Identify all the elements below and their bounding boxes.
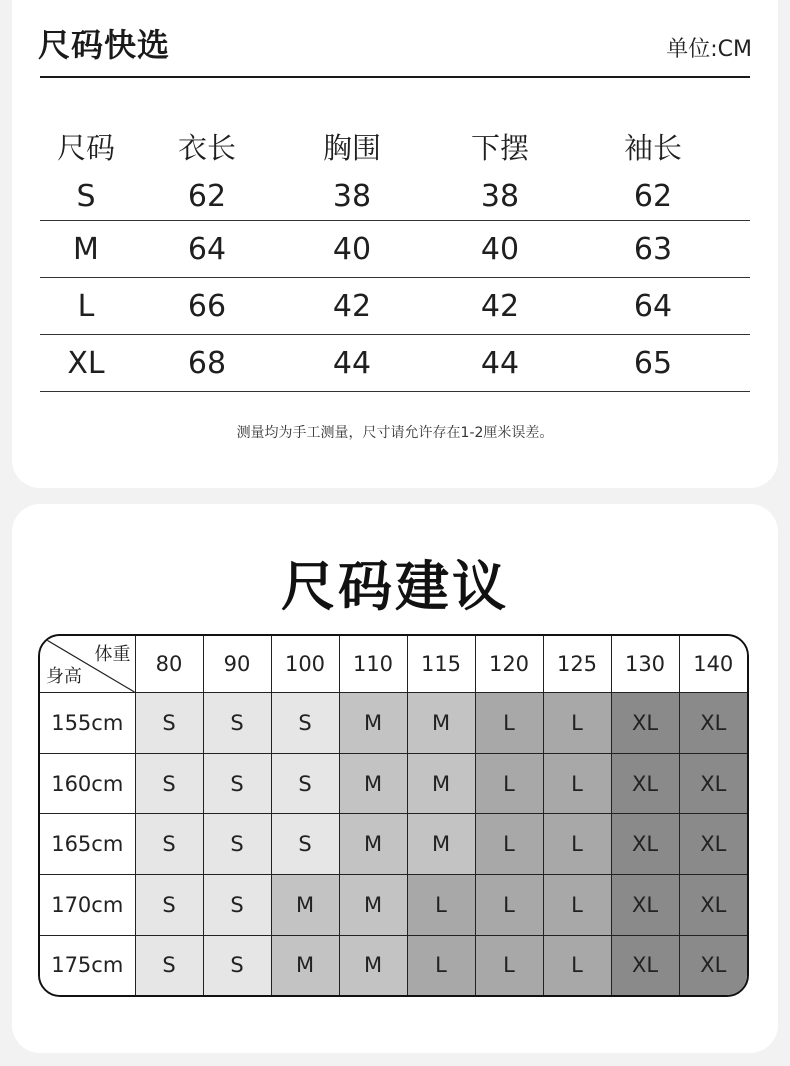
weight-column-header: 110 bbox=[339, 636, 407, 693]
size-cell: L bbox=[543, 875, 611, 936]
size-cell: S bbox=[203, 935, 271, 995]
title-divider bbox=[40, 76, 750, 78]
size-cell: L bbox=[543, 814, 611, 875]
size-cell: S bbox=[271, 693, 339, 754]
table-cell: 63 bbox=[633, 231, 673, 267]
size-cell: L bbox=[407, 875, 475, 936]
table-row bbox=[40, 172, 750, 220]
size-quick-card bbox=[12, 0, 778, 488]
table-row bbox=[40, 935, 747, 995]
size-cell: L bbox=[475, 693, 543, 754]
table-cell: 44 bbox=[332, 345, 372, 381]
size-cell: XL bbox=[611, 935, 679, 995]
size-cell: XL bbox=[611, 814, 679, 875]
table-cell: 64 bbox=[633, 288, 673, 324]
recommend-table bbox=[40, 636, 747, 995]
weight-column-header: 100 bbox=[271, 636, 339, 693]
size-cell: XL bbox=[679, 753, 747, 814]
weight-column-header: 125 bbox=[543, 636, 611, 693]
table-cell: 42 bbox=[480, 288, 520, 324]
size-recommend-card bbox=[12, 504, 778, 1053]
size-cell: L bbox=[475, 875, 543, 936]
table-cell: 38 bbox=[480, 178, 520, 214]
size-cell: L bbox=[543, 753, 611, 814]
size-cell: L bbox=[475, 935, 543, 995]
size-cell: M bbox=[271, 875, 339, 936]
size-cell: S bbox=[203, 875, 271, 936]
table-row bbox=[40, 277, 750, 334]
height-row-header: 155cm bbox=[40, 693, 135, 754]
size-cell: L bbox=[543, 935, 611, 995]
size-cell: S bbox=[135, 935, 203, 995]
weight-column-header: 115 bbox=[407, 636, 475, 693]
table-cell: M bbox=[73, 231, 99, 267]
table-cell: 68 bbox=[187, 345, 227, 381]
size-cell: L bbox=[407, 935, 475, 995]
size-cell: M bbox=[339, 693, 407, 754]
size-measure-table bbox=[40, 120, 750, 392]
size-cell: S bbox=[135, 693, 203, 754]
size-cell: XL bbox=[611, 875, 679, 936]
table-cell: 65 bbox=[633, 345, 673, 381]
size-cell: XL bbox=[611, 693, 679, 754]
table-cell: 62 bbox=[633, 178, 673, 214]
table-row bbox=[40, 220, 750, 277]
table-cell: 42 bbox=[332, 288, 372, 324]
size-quick-title: 尺码快选 bbox=[38, 26, 171, 64]
size-cell: XL bbox=[611, 753, 679, 814]
column-header: 袖长 bbox=[623, 130, 682, 165]
table-cell: L bbox=[77, 288, 95, 324]
table-cell: 44 bbox=[480, 345, 520, 381]
height-axis-label: 身高 bbox=[46, 666, 82, 687]
size-cell: M bbox=[407, 693, 475, 754]
size-cell: S bbox=[203, 753, 271, 814]
size-cell: XL bbox=[679, 935, 747, 995]
size-cell: XL bbox=[679, 875, 747, 936]
unit-label: 单位:CM bbox=[666, 37, 752, 62]
column-header: 尺码 bbox=[56, 130, 115, 165]
size-cell: S bbox=[135, 814, 203, 875]
corner-header-cell bbox=[40, 636, 135, 693]
size-cell: XL bbox=[679, 814, 747, 875]
weight-column-header: 140 bbox=[679, 636, 747, 693]
size-cell: L bbox=[475, 753, 543, 814]
table-cell: 66 bbox=[187, 288, 227, 324]
table-cell: S bbox=[76, 178, 96, 214]
weight-column-header: 90 bbox=[203, 636, 271, 693]
table-row bbox=[40, 334, 750, 392]
size-cell: S bbox=[271, 814, 339, 875]
height-row-header: 165cm bbox=[40, 814, 135, 875]
height-row-header: 175cm bbox=[40, 935, 135, 995]
height-row-header: 160cm bbox=[40, 753, 135, 814]
height-row-header: 170cm bbox=[40, 875, 135, 936]
weight-column-header: 130 bbox=[611, 636, 679, 693]
weight-header-row bbox=[40, 636, 747, 693]
table-cell: 62 bbox=[187, 178, 227, 214]
size-cell: L bbox=[475, 814, 543, 875]
table-row bbox=[40, 814, 747, 875]
size-cell: S bbox=[271, 753, 339, 814]
size-cell: S bbox=[135, 753, 203, 814]
column-header: 下摆 bbox=[470, 130, 529, 165]
size-cell: M bbox=[339, 753, 407, 814]
recommend-grid bbox=[38, 634, 749, 997]
weight-column-header: 80 bbox=[135, 636, 203, 693]
column-header: 胸围 bbox=[322, 130, 381, 165]
table-cell: 40 bbox=[332, 231, 372, 267]
size-cell: S bbox=[135, 875, 203, 936]
size-cell: M bbox=[339, 814, 407, 875]
table-cell: 40 bbox=[480, 231, 520, 267]
size-cell: M bbox=[407, 814, 475, 875]
table-header-row bbox=[40, 120, 750, 172]
size-cell: M bbox=[271, 935, 339, 995]
table-cell: XL bbox=[67, 345, 105, 381]
table-cell: 64 bbox=[187, 231, 227, 267]
size-cell: XL bbox=[679, 693, 747, 754]
size-recommend-title: 尺码建议 bbox=[281, 555, 509, 618]
table-row bbox=[40, 753, 747, 814]
size-cell: L bbox=[543, 693, 611, 754]
table-row bbox=[40, 875, 747, 936]
table-row bbox=[40, 693, 747, 754]
size-cell: S bbox=[203, 693, 271, 754]
size-cell: M bbox=[339, 935, 407, 995]
column-header: 衣长 bbox=[177, 130, 236, 165]
weight-column-header: 120 bbox=[475, 636, 543, 693]
table-cell: 38 bbox=[332, 178, 372, 214]
size-cell: S bbox=[203, 814, 271, 875]
size-cell: M bbox=[339, 875, 407, 936]
measurement-note: 测量均为手工测量，尺寸请允许存在1-2厘米误差。 bbox=[236, 425, 554, 441]
size-cell: M bbox=[407, 753, 475, 814]
weight-axis-label: 体重 bbox=[94, 644, 131, 665]
